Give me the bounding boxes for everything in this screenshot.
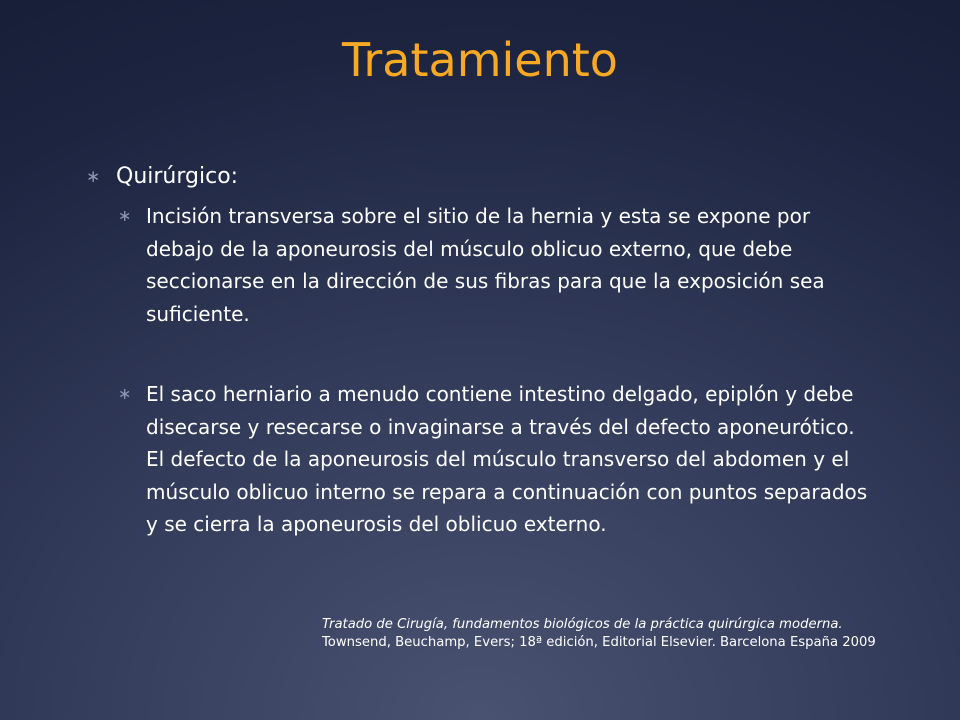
main-bullet-text: Quirúrgico: — [116, 164, 239, 189]
asterisk-bullet-icon: ∗ — [118, 206, 132, 225]
asterisk-bullet-icon: ∗ — [86, 167, 101, 187]
sub-bullet-text: Incisión transversa sobre el sitio de la hernia y esta se expone por debajo de la aponeurosis del músculo oblicuo externo, que debe seccionarse en la dirección de sus fibras para que la exposición sea suficiente. — [146, 204, 825, 326]
sub-bullet-text: El saco herniario a menudo contiene intestino delgado, epiplón y debe disecarse y resecarse o invaginarse a través del defecto aponeurótico. El defecto de la aponeurosis del músculo transverso del abdomen y el músculo oblicuo interno se repara a continuación con puntos separados y se cierra la aponeurosis del oblicuo externo. — [146, 382, 868, 536]
sub-bullet-item — [118, 200, 878, 330]
slide-title: Tratamiento — [342, 33, 618, 87]
asterisk-bullet-icon: ∗ — [118, 384, 132, 403]
citation-title: Tratado de Cirugía, fundamentos biológicos de la práctica quirúrgica moderna. — [322, 617, 843, 632]
main-bullet-item — [86, 160, 886, 194]
citation-details: Townsend, Beuchamp, Evers; 18ª edición, Editorial Elsevier. Barcelona España 2009 — [322, 634, 876, 650]
sub-bullet-item — [118, 378, 878, 541]
reference-citation — [322, 616, 902, 651]
